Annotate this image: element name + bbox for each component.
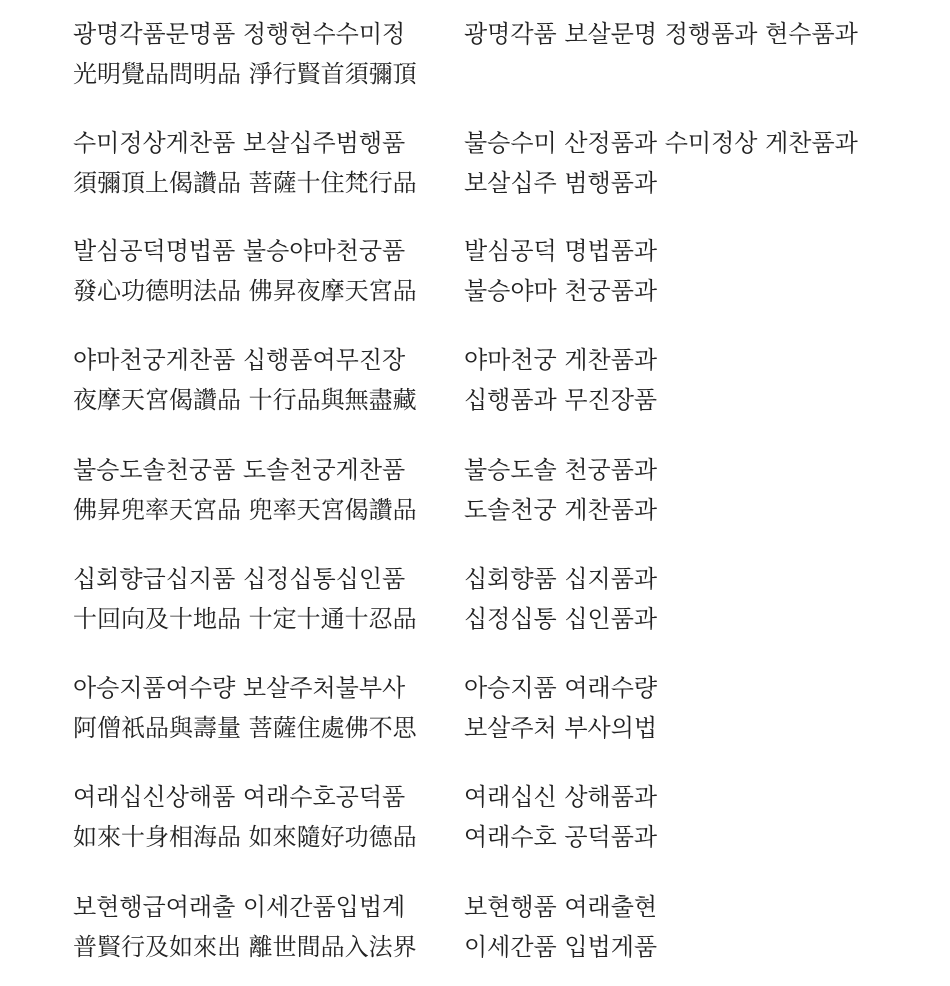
verse-entry — [0, 782, 950, 862]
verse-left-hanja: 如來十身相海品 如來隨好功德品 — [73, 823, 417, 851]
verse-entry — [0, 892, 950, 972]
verse-right-bottom: 여래수호 공덕품과 — [464, 823, 658, 851]
verse-left-hanja: 夜摩天宮偈讚品 十行品與無盡藏 — [73, 386, 417, 414]
verse-left-korean: 발심공덕명법품 불승야마천궁품 — [73, 237, 406, 265]
verse-right-bottom: 이세간품 입법게품 — [464, 933, 658, 961]
verse-right-top: 야마천궁 게찬품과 — [464, 346, 658, 374]
verse-left-korean: 불승도솔천궁품 도솔천궁게찬품 — [73, 456, 406, 484]
verse-left-hanja: 發心功德明法品 佛昇夜摩天宮品 — [73, 277, 417, 305]
verse-left-korean: 십회향급십지품 십정십통십인품 — [73, 565, 406, 593]
verse-left-korean: 수미정상게찬품 보살십주범행품 — [73, 129, 406, 157]
verse-right-top: 발심공덕 명법품과 — [464, 237, 658, 265]
verse-left-hanja: 須彌頂上偈讚品 菩薩十住梵行品 — [73, 169, 417, 197]
verse-entry — [0, 673, 950, 753]
verse-left-hanja: 光明覺品問明品 淨行賢首須彌頂 — [73, 60, 417, 88]
verse-right-bottom: 십정십통 십인품과 — [464, 605, 658, 633]
verse-right-bottom: 불승야마 천궁품과 — [464, 277, 658, 305]
verse-right-bottom: 보살십주 범행품과 — [464, 169, 658, 197]
verse-left-hanja: 普賢行及如來出 離世間品入法界 — [73, 933, 417, 961]
verse-right-top: 보현행품 여래출현 — [464, 893, 658, 921]
verse-entry — [0, 345, 950, 425]
verse-entry — [0, 19, 950, 99]
verse-left-korean: 여래십신상해품 여래수호공덕품 — [73, 783, 406, 811]
verse-right-top: 십회향품 십지품과 — [464, 565, 658, 593]
verse-right-top: 여래십신 상해품과 — [464, 783, 658, 811]
verse-right-top: 불승도솔 천궁품과 — [464, 456, 658, 484]
verse-right-top: 불승수미 산정품과 수미정상 게찬품과 — [464, 129, 858, 157]
verse-left-hanja: 佛昇兜率天宮品 兜率天宮偈讚品 — [73, 496, 417, 524]
verse-left-hanja: 十回向及十地品 十定十通十忍品 — [73, 605, 417, 633]
verse-right-top: 아승지품 여래수량 — [464, 674, 658, 702]
verse-entry — [0, 128, 950, 208]
verse-left-korean: 야마천궁게찬품 십행품여무진장 — [73, 346, 406, 374]
verse-right-bottom: 도솔천궁 게찬품과 — [464, 496, 658, 524]
verse-left-hanja: 阿僧祇品與壽量 菩薩住處佛不思 — [73, 714, 417, 742]
verse-entry — [0, 236, 950, 316]
verse-left-korean: 보현행급여래출 이세간품입법계 — [73, 893, 406, 921]
verse-left-korean: 광명각품문명품 정행현수수미정 — [73, 20, 406, 48]
verse-right-bottom: 십행품과 무진장품 — [464, 386, 658, 414]
verse-right-bottom: 보살주처 부사의법 — [464, 714, 658, 742]
verse-left-korean: 아승지품여수량 보살주처불부사 — [73, 674, 406, 702]
verse-entry — [0, 455, 950, 535]
verse-entry — [0, 564, 950, 644]
verse-right-top: 광명각품 보살문명 정행품과 현수품과 — [464, 20, 858, 48]
